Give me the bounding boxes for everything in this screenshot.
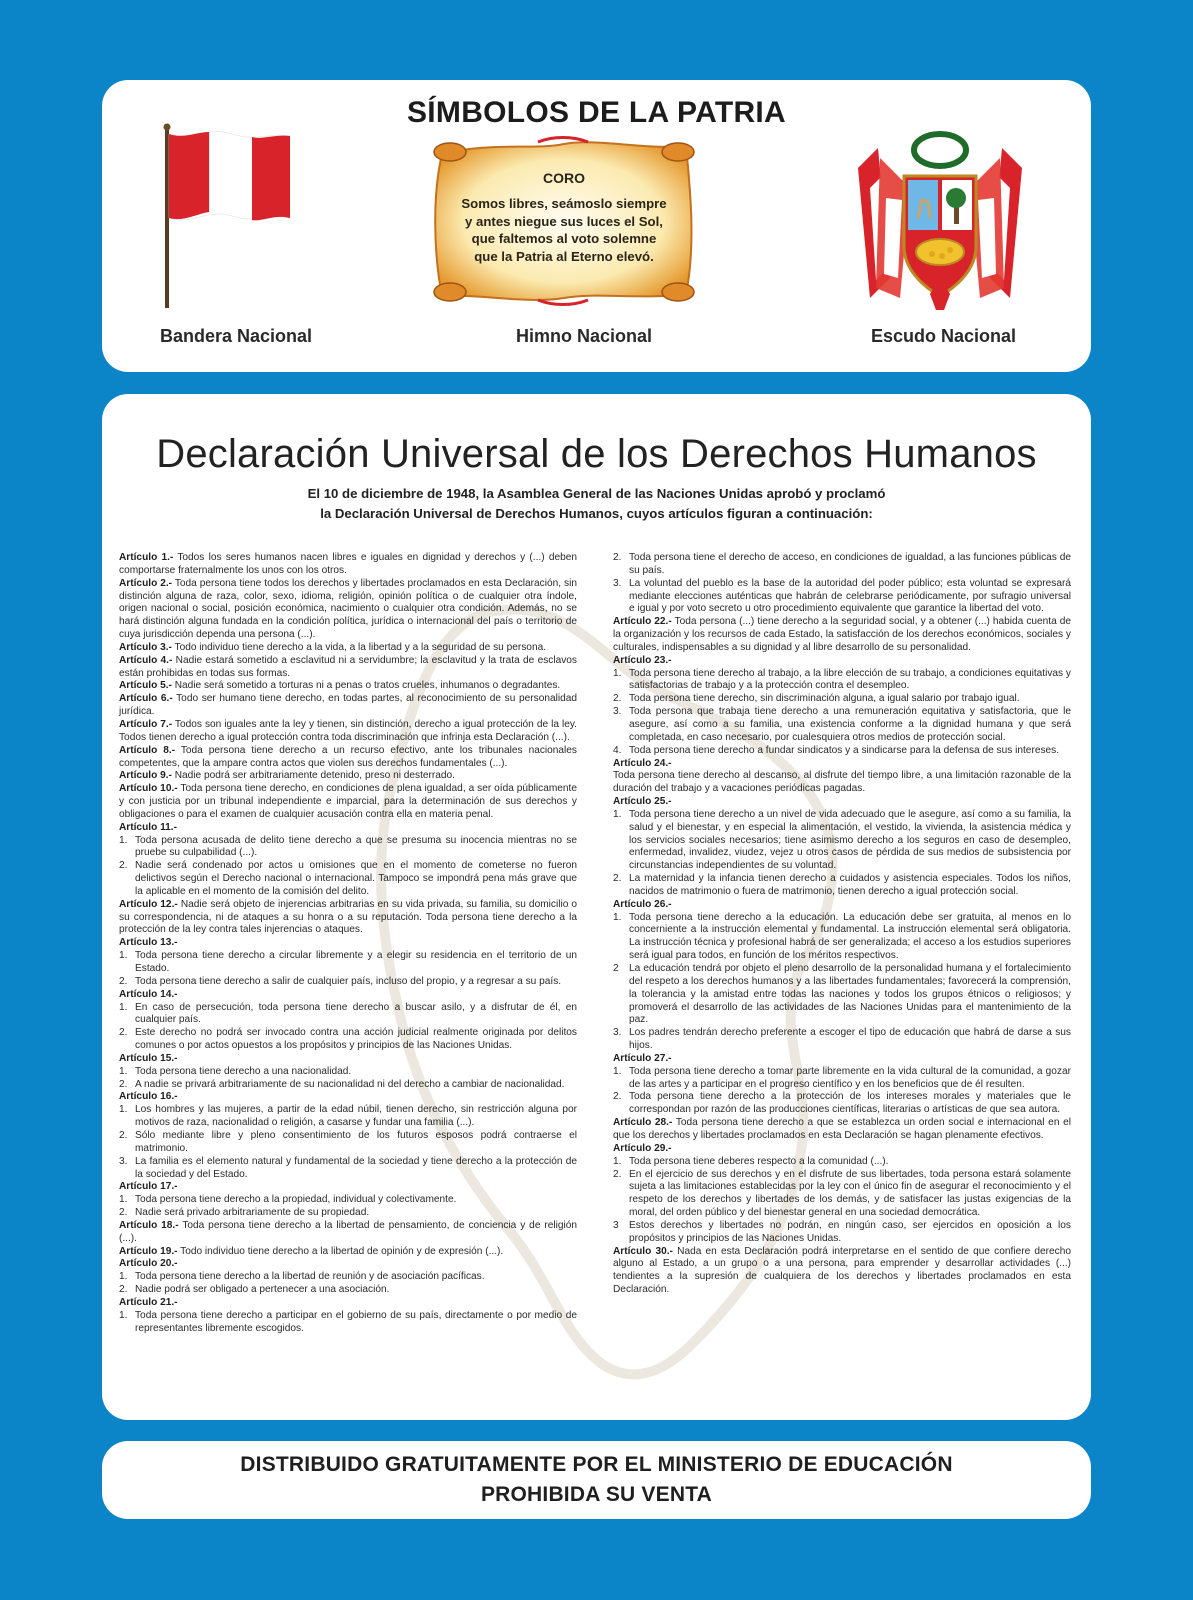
list-number: 1. <box>119 1104 128 1116</box>
article-list-item <box>613 745 1071 758</box>
article-list-item <box>119 976 577 989</box>
list-number: 2. <box>119 1284 128 1296</box>
article-heading: Artículo 29.- <box>613 1142 672 1154</box>
list-number: 1. <box>119 1309 128 1321</box>
article-text: Nada en esta Declaración podrá interpretarse en el sentido de que confiere derecho alguno al Estado, a un grupo o a una persona, para emprender y desarrollar actividades (...) tendientes a la supresión de cualquiera de los derechos y libertades proclamados en esta Declaración. <box>613 1245 1072 1296</box>
footer-panel <box>102 1441 1091 1519</box>
footer-distribution-note: DISTRIBUIDO GRATUITAMENTE POR EL MINISTERIO DE EDUCACIÓN <box>240 1453 953 1476</box>
footer-sale-prohibited: PROHIBIDA SU VENTA <box>480 1483 713 1506</box>
list-text: La familia es el elemento natural y fundamental de la sociedad y tiene derecho a la protección de la sociedad y del Estado. <box>135 1155 577 1180</box>
list-text: Toda persona tiene derecho a participar en el gobierno de su país, directamente o por medio de representantes libremente escogidos. <box>135 1309 577 1334</box>
article-paragraph <box>613 899 1071 912</box>
article-list-item <box>119 1104 577 1130</box>
coro-line: y antes niegue sus luces el Sol, <box>465 213 663 229</box>
list-number: 2. <box>119 1129 128 1141</box>
coat-of-arms-image <box>850 128 1030 316</box>
list-text: Toda persona tiene derecho a la libertad de reunión y de asociación pacíficas. <box>135 1271 485 1283</box>
article-text: Todo individuo tiene derecho a la vida, a la libertad y a la seguridad de su persona. <box>171 641 547 653</box>
list-text: Toda persona tiene derecho a un nivel de vida adecuado que le asegure, así como a su familia, la salud y el bienestar, y en especial la alimentación, el vestido, la vivienda, la asistencia médica y los servicios sociales necesarios; tiene asimismo derecho a los seguros en caso de desempleo, enfermedad, invalidez, viudez, vejez u otros casos de pérdida de sus medios de subsistencia por circunstancias independientes de su voluntad. <box>629 808 1071 872</box>
article-heading: Artículo 1.- <box>119 552 174 563</box>
article-list-item <box>613 912 1071 963</box>
udhr-intro <box>102 484 1091 524</box>
list-number: 2. <box>613 693 622 705</box>
article-text: Toda persona tiene derecho al descanso, al disfrute del tiempo libre, a una limitación razonable de la duración del trabajo y a vacaciones periódicas pagadas. <box>613 770 1071 795</box>
list-number: 3. <box>613 1027 622 1039</box>
article-heading: Artículo 18.- <box>119 1219 179 1231</box>
list-number: 2. <box>613 873 622 885</box>
article-paragraph <box>119 937 577 950</box>
list-text: Toda persona tiene derecho a tomar parte libremente en la vida cultural de la comunidad, a gozar de las artes y a participar en el progreso científico y en los beneficios que de él resulten. <box>629 1065 1071 1090</box>
article-list-item <box>613 693 1071 706</box>
article-list-item <box>119 1284 577 1297</box>
list-text: Toda persona que trabaja tiene derecho a una remuneración equitativa y satisfactoria, que le asegure, así como a su familia, una existencia conforme a la dignidad humana y que será completada, en caso necesario, por cualesquiera otros medios de protección social. <box>629 706 1071 743</box>
list-text: La educación tendrá por objeto el pleno desarrollo de la personalidad humana y el fortalecimiento del respeto a los derechos humanos y a las libertades fundamentales; favorecerá la comprensión, la tolerancia y la amistad entre todas las naciones y todos los grupos étnicos o religiosos; y promoverá el desarrollo de las actividades de las Naciones Unidas para el mantenimiento de la paz. <box>629 963 1071 1026</box>
list-text: Estos derechos y libertades no podrán, en ningún caso, ser ejercidos en oposición a los propósitos y principios de las Naciones Unidas. <box>629 1219 1071 1244</box>
list-text: La voluntad del pueblo es la base de la autoridad del poder público; esta voluntad se expresará mediante elecciones auténticas que habrán de celebrarse periódicamente, por sufragio universal e igual y por voto secreto u otro procedimiento equivalente que garantice la libertad del voto. <box>629 577 1071 615</box>
article-list-item <box>119 950 577 976</box>
coro-line: que la Patria al Eterno elevó. <box>474 248 654 264</box>
flag-label: Bandera Nacional <box>160 326 313 346</box>
article-text: Todos son iguales ante la ley y tienen, sin distinción, derecho a igual protección de la ley. Todos tienen derecho a igual protección contra toda discriminación que infrinja esta Declaración (...). <box>119 718 577 743</box>
article-heading: Artículo 2.- <box>119 577 173 589</box>
list-number: 2. <box>119 1027 128 1039</box>
list-text: Toda persona tiene derecho a la educación. La educación debe ser gratuita, al menos en lo concerniente a la instrucción elemental y fundamental. La instrucción elemental será obligatoria. La instrucción técnica y profesional habrá de ser generalizada; el acceso a los estudios superiores será igual para todos, en función de los méritos respectivos. <box>629 911 1071 962</box>
list-text: Los hombres y las mujeres, a partir de la edad núbil, tienen derecho, sin restricción alguna por motivos de raza, nacionalidad o religión, a casarse y fundar una familia (...). <box>135 1104 577 1129</box>
list-number: 1. <box>119 1271 128 1283</box>
list-number: 1. <box>119 1194 128 1206</box>
list-text: Toda persona tiene derecho a la propiedad, individual y colectivamente. <box>135 1194 457 1206</box>
article-paragraph <box>119 1246 577 1259</box>
article-heading: Artículo 6.- <box>119 693 173 705</box>
article-heading: Artículo 24.- <box>613 757 672 769</box>
list-number: 1. <box>613 1155 622 1167</box>
article-paragraph <box>119 552 577 578</box>
article-list-item <box>613 809 1071 873</box>
article-list-item <box>613 873 1071 899</box>
article-heading: Artículo 10.- <box>119 783 178 795</box>
list-number: 1. <box>119 1001 128 1013</box>
list-text: Toda persona tiene derecho a circular libremente y a elegir su residencia en el territorio de un Estado. <box>135 950 577 974</box>
article-list-item <box>119 1027 577 1053</box>
article-heading: Artículo 28.- <box>613 1117 673 1129</box>
article-heading: Artículo 3.- <box>119 641 172 653</box>
article-heading: Artículo 12.- <box>119 898 178 910</box>
article-heading: Artículo 20.- <box>119 1258 178 1270</box>
list-text: En caso de persecución, toda persona tiene derecho a buscar asilo, y a disfrutar de él, en cualquier país. <box>135 1001 577 1026</box>
list-text: Este derecho no podrá ser invocado contra una acción judicial realmente originada por delitos comunes o por actos opuestos a los propósitos y principios de las Naciones Unidas. <box>135 1027 577 1052</box>
article-list-item <box>119 1194 577 1207</box>
article-paragraph <box>119 1053 577 1066</box>
article-list-item <box>613 1169 1071 1220</box>
list-number: 3. <box>613 706 622 718</box>
list-number: 1. <box>119 950 128 962</box>
article-paragraph <box>119 745 577 771</box>
list-number: 1. <box>613 1065 622 1077</box>
article-paragraph <box>613 1246 1071 1297</box>
article-text: Toda persona tiene derecho a que se establezca un orden social e internacional en el que los derechos y libertades proclamados en esta Declaración se hagan plenamente efectivos. <box>613 1117 1071 1141</box>
article-heading: Artículo 19.- <box>119 1245 178 1257</box>
article-list-item <box>119 1130 577 1156</box>
list-text: Sólo mediante libre y pleno consentimiento de los futuros esposos podrá contraerse el matrimonio. <box>135 1129 577 1154</box>
coro-line: Somos libres, seámoslo siempre <box>461 196 667 211</box>
article-list-item <box>613 706 1071 745</box>
udhr-panel <box>102 394 1091 1420</box>
article-text: Toda persona tiene todos los derechos y libertades proclamados en esta Declaración, sin distinción alguna de raza, color, sexo, idioma, religión, opinión política o de cualquier otra índole, origen nacional o social, posición económica, nacimiento o cualquier otra condición. Además, no se hará distinción alguna fundada en la condición política, jurídica o internacional del país o territorio de cuya jurisdicción dependa una persona (...). <box>119 577 577 641</box>
article-paragraph <box>119 783 577 822</box>
article-list-item <box>119 1002 577 1028</box>
list-text: A nadie se privará arbitrariamente de su nacionalidad ni del derecho a cambiar de nacionalidad. <box>135 1078 565 1090</box>
articles-right-column <box>613 552 1071 1297</box>
list-number: 3. <box>119 1155 128 1167</box>
article-paragraph <box>119 655 577 681</box>
list-number: 3 <box>613 1219 619 1231</box>
article-text: Todo ser humano tiene derecho, en todas partes, al reconocimiento de su personalidad jurídica. <box>119 693 577 718</box>
article-paragraph <box>613 1053 1071 1066</box>
list-text: Toda persona acusada de delito tiene derecho a que se presuma su inocencia mientras no se pruebe su culpabilidad (...). <box>135 834 577 859</box>
article-list-item <box>613 1027 1071 1053</box>
article-list-item <box>119 835 577 861</box>
list-number: 2. <box>119 1078 128 1090</box>
article-list-item <box>119 1271 577 1284</box>
article-text: Toda persona tiene derecho a la libertad de pensamiento, de conciencia y de religión (...). <box>119 1219 577 1244</box>
list-text: Toda persona tiene derecho a una nacionalidad. <box>135 1065 352 1077</box>
list-text: Toda persona tiene derecho a la protección de los intereses morales y materiales que le correspondan por razón de las producciones científicas, literarias o artísticas de que sea autora. <box>629 1091 1071 1116</box>
list-text: Toda persona tiene derecho, sin discriminación alguna, a igual salario por trabajo igual. <box>629 693 1020 705</box>
article-paragraph <box>119 989 577 1002</box>
list-text: Toda persona tiene el derecho de acceso, en condiciones de igualdad, a las funciones públicas de su país. <box>629 552 1071 576</box>
article-paragraph <box>119 680 577 693</box>
list-number: 1. <box>119 834 128 846</box>
article-paragraph <box>119 693 577 719</box>
article-heading: Artículo 11.- <box>119 821 177 833</box>
article-heading: Artículo 27.- <box>613 1052 672 1064</box>
udhr-title: Declaración Universal de los Derechos Humanos <box>156 432 1037 476</box>
article-text: Todos los seres humanos nacen libres e iguales en dignidad y derechos y (...) deben comportarse fraternalmente los unos con los otros. <box>119 552 577 576</box>
article-paragraph <box>613 1117 1071 1143</box>
list-text: La maternidad y la infancia tienen derecho a cuidados y asistencia especiales. Todos los niños, nacidos de matrimonio o fuera de matrimonio, tienen derecho a igual protección social. <box>629 873 1071 897</box>
article-paragraph <box>119 822 577 835</box>
coro-title: CORO <box>543 170 585 186</box>
article-list-item <box>613 552 1071 578</box>
article-heading: Artículo 5.- <box>119 680 172 692</box>
article-list-item <box>119 1156 577 1182</box>
list-number: 2. <box>613 552 622 563</box>
list-text: Los padres tendrán derecho preferente a escoger el tipo de educación que habrá de darse a sus hijos. <box>629 1027 1071 1052</box>
article-heading: Artículo 25.- <box>613 796 672 808</box>
list-number: 2. <box>613 1168 622 1180</box>
article-list-item <box>119 860 577 899</box>
list-number: 2. <box>613 1091 622 1103</box>
article-list-item <box>613 1091 1071 1117</box>
article-paragraph <box>119 642 577 655</box>
list-text: Toda persona tiene deberes respecto a la comunidad (...). <box>629 1155 889 1167</box>
articles-left-column <box>119 552 577 1335</box>
article-paragraph <box>119 1297 577 1310</box>
udhr-intro-line: la Declaración Universal de Derechos Humanos, cuyos artículos figuran a continuación: <box>320 506 873 521</box>
article-paragraph <box>613 655 1071 668</box>
article-paragraph <box>613 1143 1071 1156</box>
article-list-item <box>119 1066 577 1079</box>
article-heading: Artículo 21.- <box>119 1296 178 1308</box>
coro-text <box>428 170 700 265</box>
article-heading: Artículo 30.- <box>613 1245 673 1257</box>
article-heading: Artículo 22.- <box>613 616 672 628</box>
article-paragraph <box>119 578 577 642</box>
article-list-item <box>613 1156 1071 1169</box>
article-heading: Artículo 26.- <box>613 898 672 910</box>
list-text: Nadie podrá ser obligado a pertenecer a una asociación. <box>135 1284 390 1296</box>
article-list-item <box>613 1066 1071 1092</box>
article-text: Toda persona tiene derecho a un recurso efectivo, ante los tribunales nacionales competentes, que la ampare contra actos que violen sus derechos fundamentales (...). <box>119 744 577 769</box>
list-number: 1. <box>613 667 622 679</box>
article-heading: Artículo 7.- <box>119 718 173 730</box>
coat-label: Escudo Nacional <box>871 326 1017 346</box>
article-paragraph <box>119 1220 577 1246</box>
article-heading: Artículo 13.- <box>119 937 178 949</box>
article-heading: Artículo 23.- <box>613 654 672 666</box>
article-text: Toda persona tiene derecho, en condiciones de plena igualdad, a ser oída públicamente y con justicia por un tribunal independiente e imparcial, para la determinación de sus derechos y obligaciones o para el examen de cualquier acusación contra ella en materia penal. <box>119 783 577 820</box>
article-text: Nadie será objeto de injerencias arbitrarias en su vida privada, su familia, su domicilio o su correspondencia, ni de ataques a su honra o a su reputación. Toda persona tiene derecho a la protección de la ley contra tales injerencias o ataques. <box>119 898 578 936</box>
list-text: Nadie será condenado por actos u omisiones que en el momento de cometerse no fueron delictivos según el Derecho nacional o internacional. Tampoco se impondrá pena más grave que la aplicable en el momento de la comisión del delito. <box>135 860 577 897</box>
article-paragraph <box>613 796 1071 809</box>
article-paragraph <box>613 758 1071 771</box>
article-text: Nadie podrá ser arbitrariamente detenido, preso ni desterrado. <box>171 770 455 782</box>
article-heading: Artículo 14.- <box>119 988 178 1000</box>
list-text: Toda persona tiene derecho a fundar sindicatos y a sindicarse para la defensa de sus intereses. <box>629 744 1060 756</box>
article-paragraph <box>119 719 577 745</box>
list-number: 2. <box>119 975 128 987</box>
list-number: 2 <box>613 963 619 974</box>
anthem-label: Himno Nacional <box>516 326 653 346</box>
article-list-item <box>613 668 1071 694</box>
article-heading: Artículo 16.- <box>119 1091 178 1103</box>
article-paragraph <box>119 1181 577 1194</box>
article-heading: Artículo 15.- <box>119 1052 178 1064</box>
list-text: Toda persona tiene derecho a salir de cualquier país, incluso del propio, y a regresar a su país. <box>135 975 562 987</box>
article-list-item <box>613 578 1071 617</box>
symbols-panel <box>102 80 1091 372</box>
article-list-item <box>613 963 1071 1027</box>
list-number: 1. <box>613 808 622 820</box>
article-text: Todo individuo tiene derecho a la libertad de opinión y de expresión (...). <box>177 1245 504 1257</box>
article-heading: Artículo 4.- <box>119 654 173 666</box>
article-list-item <box>613 1220 1071 1246</box>
article-text: Nadie estará sometido a esclavitud ni a servidumbre; la esclavitud y la trata de esclavos están prohibidas en todas sus formas. <box>119 654 577 679</box>
list-number: 1. <box>119 1065 128 1077</box>
article-heading: Artículo 8.- <box>119 744 176 756</box>
symbols-title: SÍMBOLOS DE LA PATRIA <box>406 96 787 129</box>
list-number: 2. <box>119 860 128 872</box>
article-list-item <box>119 1207 577 1220</box>
list-text: En el ejercicio de sus derechos y en el disfrute de sus libertades, toda persona estará solamente sujeta a las limitaciones establecidas por la ley con el único fin de asegurar el reconocimiento y el respeto de los derechos y libertades de los demás, y de satisfacer las justas exigencias de la moral, del orden público y del bienestar general en una sociedad democrática. <box>629 1168 1071 1219</box>
article-paragraph <box>119 770 577 783</box>
article-paragraph <box>613 616 1071 655</box>
udhr-intro-line: El 10 de diciembre de 1948, la Asamblea General de las Naciones Unidas aprobó y proclamó <box>307 486 886 501</box>
list-number: 1. <box>613 911 622 923</box>
article-paragraph <box>119 1091 577 1104</box>
list-number: 4. <box>613 744 622 756</box>
list-text: Nadie será privado arbitrariamente de su propiedad. <box>135 1207 370 1219</box>
coro-line: que faltemos al voto solemne <box>471 231 657 246</box>
article-text: Nadie será sometido a torturas ni a penas o tratos crueles, inhumanos o degradantes. <box>171 680 561 692</box>
article-list-item <box>119 1079 577 1092</box>
article-heading: Artículo 9.- <box>119 770 172 782</box>
article-paragraph <box>119 1258 577 1271</box>
list-text: Toda persona tiene derecho al trabajo, a la libre elección de su trabajo, a condiciones equitativas y satisfactorias de trabajo y a la protección contra el desempleo. <box>629 667 1071 692</box>
article-list-item <box>119 1310 577 1336</box>
list-number: 2. <box>119 1207 128 1219</box>
list-number: 3. <box>613 577 622 589</box>
article-paragraph <box>119 899 577 938</box>
article-text: Toda persona (...) tiene derecho a la seguridad social, y a obtener (...) habida cuenta de la organización y los recursos de cada Estado, la satisfacción de los derechos económicos, sociales y culturales, indispensables a su dignidad y al libre desarrollo de su personalidad. <box>613 616 1071 653</box>
peru-flag-image <box>162 122 302 312</box>
article-heading: Artículo 17.- <box>119 1181 178 1193</box>
